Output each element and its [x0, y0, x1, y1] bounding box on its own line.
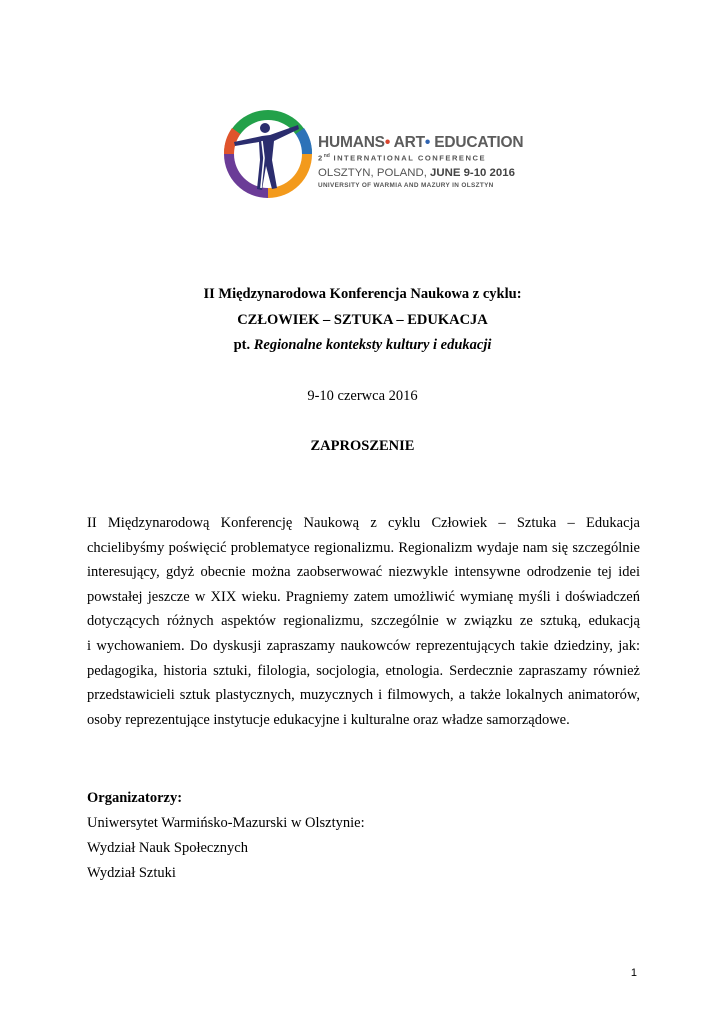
conference-cycle-title: CZŁOWIEK – SZTUKA – EDUKACJA [237, 312, 488, 328]
paragraph-line: przedstawicieli sztuk plastycznych, muzycznych i filmowych, a także lokalnych animatorów, [87, 687, 640, 704]
organizer-department: Wydział Sztuki [87, 865, 176, 881]
organizers-heading: Organizatorzy: [87, 790, 183, 806]
paragraph-line: pedagogika, historia sztuki, filologia, socjologia, etnologia. Serdecznie zapraszamy również [87, 662, 640, 679]
conference-logo [222, 108, 524, 202]
paragraph-line: chcielibyśmy poświęcić problematyce regionalizmu. Regionalizm wydaje nam się szczególnie [87, 539, 640, 556]
logo-title: HUMANS• ART• EDUCATION [318, 134, 524, 151]
conference-title-line1: II Międzynarodowa Konferencja Naukowa z cyklu: [203, 286, 522, 302]
logo-place: OLSZTYN, POLAND, JUNE 9-10 2016 [318, 166, 515, 179]
conference-date: 9-10 czerwca 2016 [307, 388, 418, 404]
paragraph-line: osoby reprezentujące instytucje edukacyjne i kulturalne oraz władze samorządowe. [87, 711, 570, 728]
logo-edition: 2nd INTERNATIONAL CONFERENCE [318, 153, 487, 163]
invitation-heading: ZAPROSZENIE [310, 438, 415, 454]
logo-university: UNIVERSITY OF WARMIA AND MAZURY IN OLSZTYN [318, 181, 494, 189]
conference-subtitle-italic: Regionalne konteksty kultury i edukacji [253, 337, 492, 353]
page-number: 1 [630, 967, 637, 979]
paragraph-line: interesujący, gdyż obecnie można zaobserwować niezwykle intensywne odrodzenie tej idei [87, 564, 640, 581]
conference-subtitle: pt. Regionalne konteksty kultury i edukacji [233, 337, 492, 353]
logo-text [318, 134, 523, 190]
logo-figure-icon [222, 108, 314, 200]
paragraph-line: II Międzynarodową Konferencję Naukową z cyklu Człowiek – Sztuka – Edukacja [87, 515, 640, 531]
organizer-department: Wydział Nauk Społecznych [87, 840, 248, 856]
paragraph-line: powstałej jeszcze w XIX wieku. Pragniemy zatem umożliwić wymianę myśli i doświadczeń [87, 588, 640, 605]
invitation-paragraph [87, 511, 640, 732]
paragraph-line: i wychowaniem. Do dyskusji zapraszamy naukowców reprezentujących takie dziedziny, jak: [87, 637, 640, 654]
paragraph-line: dotyczących różnych aspektów regionalizmu, szczególnie w związku ze sztuką, edukacją [87, 613, 640, 630]
organizer-university: Uniwersytet Warmińsko-Mazurski w Olsztynie: [87, 815, 365, 831]
